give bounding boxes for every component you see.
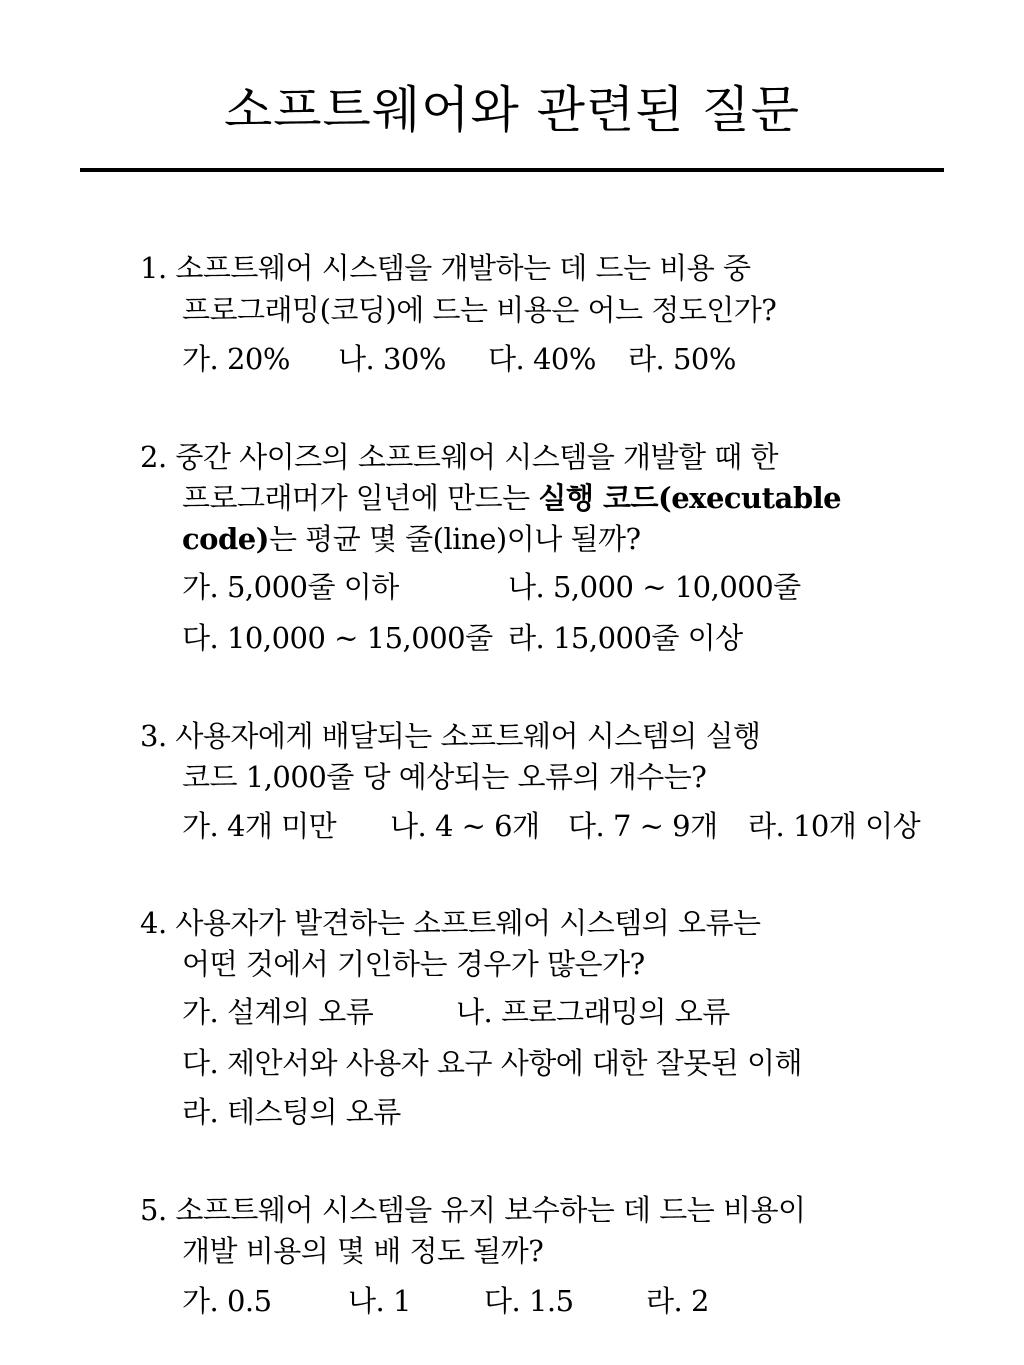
- question-4-option-c: 다. 제안서와 사용자 요구 사항에 대한 잘못된 이해: [182, 1046, 803, 1080]
- question-1-option-c: 다. 40%: [488, 342, 596, 376]
- question-1-option-d: 라. 50%: [628, 342, 736, 376]
- question-2-line-1: 2. 중간 사이즈의 소프트웨어 시스템을 개발할 때 한: [140, 440, 778, 474]
- question-1-option-b: 나. 30%: [338, 342, 446, 376]
- question-5-line-1: 5. 소프트웨어 시스템을 유지 보수하는 데 드는 비용이: [140, 1193, 806, 1227]
- question-4-option-b: 나. 프로그래밍의 오류: [456, 995, 730, 1029]
- question-4-option-d: 라. 테스팅의 오류: [182, 1095, 401, 1129]
- question-2-line-3: [182, 519, 641, 559]
- question-5-option-c: 다. 1.5: [484, 1284, 574, 1318]
- question-3-option-a: 가. 4개 미만: [182, 809, 337, 843]
- question-3-option-d: 라. 10개 이상: [748, 809, 921, 843]
- question-5-line-2: 개발 비용의 몇 배 정도 될까?: [182, 1234, 544, 1268]
- question-1-line-1: 1. 소프트웨어 시스템을 개발하는 데 드는 비용 중: [140, 251, 751, 285]
- question-2-line-2-text: 프로그래머가 일년에 만드는: [182, 481, 539, 515]
- question-3-line-1: 3. 사용자에게 배달되는 소프트웨어 시스템의 실행: [140, 719, 761, 753]
- question-5-option-b: 나. 1: [348, 1284, 411, 1318]
- question-3-option-c: 다. 7 ~ 9개: [568, 809, 718, 843]
- question-2-option-a: 가. 5,000줄 이하: [182, 570, 399, 604]
- question-5-option-a: 가. 0.5: [182, 1284, 272, 1318]
- page-title: 소프트웨어와 관련된 질문: [223, 81, 801, 139]
- question-3-line-2: 코드 1,000줄 당 예상되는 오류의 개수는?: [182, 760, 707, 794]
- question-2-option-c: 다. 10,000 ~ 15,000줄: [182, 621, 493, 655]
- question-2-line-3-text: 는 평균 몇 줄(line)이나 될까?: [268, 522, 641, 556]
- question-2-option-b: 나. 5,000 ~ 10,000줄: [508, 570, 801, 604]
- question-4-option-a: 가. 설계의 오류: [182, 995, 374, 1029]
- question-5-option-d: 라. 2: [646, 1284, 709, 1318]
- question-2-line-2: [182, 478, 841, 518]
- question-1-line-2: 프로그래밍(코딩)에 드는 비용은 어느 정도인가?: [182, 293, 777, 327]
- question-4-line-1: 4. 사용자가 발견하는 소프트웨어 시스템의 오류는: [140, 906, 761, 940]
- question-1-option-a: 가. 20%: [182, 342, 290, 376]
- question-2-emphasis: 실행 코드(executable: [538, 481, 842, 515]
- question-3-option-b: 나. 4 ~ 6개: [390, 809, 540, 843]
- title-divider: [80, 168, 944, 172]
- question-2-emphasis-code: code): [182, 522, 269, 556]
- question-2-option-d: 라. 15,000줄 이상: [508, 621, 743, 655]
- question-4-line-2: 어떤 것에서 기인하는 경우가 많은가?: [182, 947, 645, 981]
